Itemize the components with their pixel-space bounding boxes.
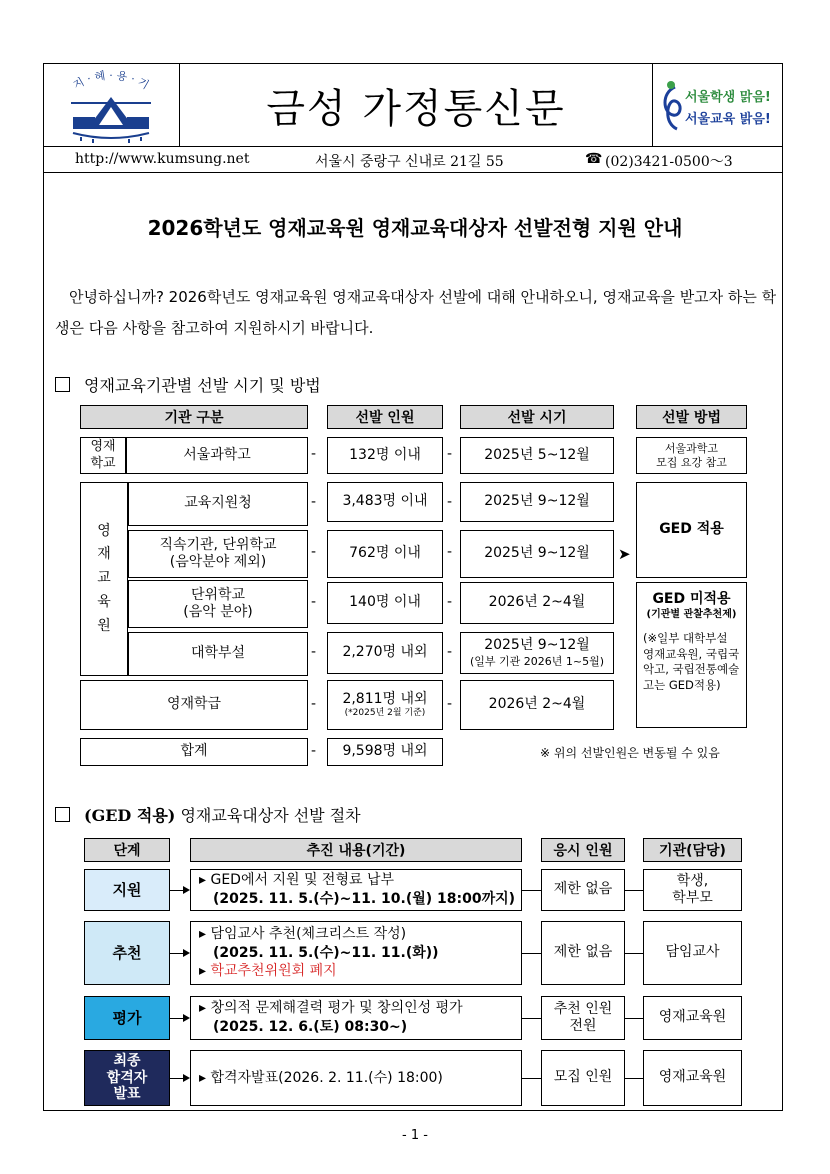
step-evaluate-count: 추천 인원 전원 bbox=[541, 996, 625, 1040]
step-apply-line1: GED에서 지원 및 전형료 납부 bbox=[210, 872, 394, 889]
arrow-icon: ➤ bbox=[618, 545, 631, 563]
direct-period: 2025년 9~12월 bbox=[460, 530, 614, 578]
dash: - bbox=[311, 544, 317, 560]
section1-heading: 영재교육기관별 선발 시기 및 방법 bbox=[55, 373, 321, 396]
school-address: 서울시 중랑구 신내로 21길 55 bbox=[315, 154, 504, 170]
univ-period-note: (일부 기관 2026년 1~5월) bbox=[469, 654, 605, 668]
connector-line bbox=[170, 1078, 184, 1079]
header-content: 추진 내용(기간) bbox=[190, 838, 522, 862]
ged-not-apply-method bbox=[636, 582, 747, 728]
univ-count: 2,270명 내외 bbox=[327, 632, 443, 674]
connector-line bbox=[522, 953, 541, 954]
connector-line bbox=[522, 1078, 541, 1079]
dash: - bbox=[311, 446, 317, 462]
school-emblem-icon bbox=[43, 63, 180, 147]
step-recommend-org: 담임교사 bbox=[643, 921, 742, 985]
header-method: 선발 방법 bbox=[636, 405, 747, 429]
slogan-icon bbox=[653, 63, 784, 147]
class-period: 2026년 2~4월 bbox=[460, 680, 614, 730]
edu-office: 교육지원청 bbox=[128, 482, 308, 526]
dash: - bbox=[311, 696, 317, 712]
step-recommend-line2: (2025. 11. 5.(수)~11. 11.(화)) bbox=[213, 944, 439, 961]
step-final-line1: 합격자발표(2026. 2. 11.(수) 18:00) bbox=[210, 1069, 443, 1086]
bullet-icon: ▸ bbox=[199, 1000, 207, 1017]
ged-not-apply: GED 미적용 bbox=[652, 591, 731, 607]
class-count: 2,811명 내외 bbox=[342, 690, 428, 707]
step-final-count: 모집 인원 bbox=[541, 1050, 625, 1106]
university-affiliated: 대학부설 bbox=[128, 632, 308, 676]
step-evaluate-content bbox=[190, 996, 522, 1040]
contact-row bbox=[43, 147, 783, 173]
header-count: 선발 인원 bbox=[327, 405, 443, 429]
newsletter-title: 금성 가정통신문 bbox=[266, 85, 566, 132]
class-count-cell bbox=[327, 680, 443, 730]
page-number: - 1 - bbox=[402, 1128, 428, 1143]
header-step: 단계 bbox=[84, 838, 170, 862]
connector-line bbox=[170, 953, 184, 954]
step-evaluate-line2: (2025. 12. 6.(토) 08:30~) bbox=[213, 1019, 408, 1035]
connector-line bbox=[625, 1078, 643, 1079]
website-link[interactable]: http://www.kumsung.net bbox=[75, 151, 250, 167]
step-recommend-line1: 담임교사 추천(체크리스트 작성) bbox=[210, 925, 407, 942]
class-count-note: (*2025년 2월 기준) bbox=[344, 708, 426, 719]
unit-school-music: 단위학교 (음악 분야) bbox=[128, 580, 308, 628]
checkbox-icon bbox=[55, 377, 70, 392]
unit-period: 2026년 2~4월 bbox=[460, 582, 614, 624]
arrow-right-icon bbox=[183, 1074, 190, 1082]
arrow-right-icon bbox=[183, 1014, 190, 1022]
bullet-icon: ▸ bbox=[199, 925, 207, 942]
header-period: 선발 시기 bbox=[460, 405, 614, 429]
step-apply-count: 제한 없음 bbox=[541, 869, 625, 911]
step-final: 최종 합격자 발표 bbox=[84, 1050, 170, 1106]
dash: - bbox=[311, 494, 317, 510]
header-institution: 기관 구분 bbox=[80, 405, 308, 429]
step-apply: 지원 bbox=[84, 869, 170, 911]
connector-line bbox=[625, 1018, 643, 1019]
connector-line bbox=[625, 890, 643, 891]
dash: - bbox=[311, 594, 317, 610]
checkbox-icon bbox=[55, 807, 70, 822]
step-final-content bbox=[190, 1050, 522, 1106]
slogan-line-2: 서울교육 밝음! bbox=[685, 112, 771, 127]
section2-heading: (GED 적용) 영재교육대상자 선발 절차 bbox=[55, 803, 361, 826]
ged-apply-method: GED 적용 bbox=[636, 482, 747, 578]
step-recommend-content bbox=[190, 921, 522, 985]
arrow-right-icon bbox=[183, 886, 190, 894]
seoul-science-period: 2025년 5~12월 bbox=[460, 437, 614, 474]
dash: - bbox=[447, 446, 453, 462]
gifted-center-group: 영 재 교 육 원 bbox=[80, 482, 128, 676]
edu-office-count: 3,483명 이내 bbox=[327, 482, 443, 522]
seoul-science-hs: 서울과학고 bbox=[126, 437, 308, 474]
gifted-school-group: 영재 학교 bbox=[80, 437, 126, 474]
dash: - bbox=[447, 494, 453, 510]
total-label: 합계 bbox=[80, 738, 308, 766]
dash: - bbox=[311, 644, 317, 660]
univ-period: 2025년 9~12월 bbox=[484, 637, 590, 654]
dash: - bbox=[447, 696, 453, 712]
connector-line bbox=[170, 890, 184, 891]
footnote: ※ 위의 선발인원은 변동될 수 있음 bbox=[540, 746, 720, 760]
dash: - bbox=[447, 644, 453, 660]
dash: - bbox=[447, 594, 453, 610]
bullet-icon: ▸ bbox=[199, 872, 207, 889]
slogan-line-1: 서울학생 맑음! bbox=[685, 90, 771, 105]
step-recommend: 추천 bbox=[84, 921, 170, 985]
connector-line bbox=[522, 890, 541, 891]
step-apply-org: 학생, 학부모 bbox=[643, 869, 742, 911]
dash: - bbox=[447, 544, 453, 560]
unit-count: 140명 이내 bbox=[327, 582, 443, 624]
connector-line bbox=[170, 1018, 184, 1019]
bullet-icon: ▸ bbox=[199, 1069, 207, 1086]
univ-period-cell bbox=[460, 632, 614, 674]
phone-icon: ☎ bbox=[585, 151, 603, 167]
step-evaluate-org: 영재교육원 bbox=[643, 996, 742, 1040]
bullet-icon: ▸ bbox=[199, 963, 207, 980]
total-count: 9,598명 내외 bbox=[327, 738, 443, 766]
edu-office-period: 2025년 9~12월 bbox=[460, 482, 614, 522]
step-apply-content bbox=[190, 869, 522, 911]
step-evaluate-line1: 창의적 문제해결력 평가 및 창의인성 평가 bbox=[210, 1000, 463, 1017]
direct-count: 762명 이내 bbox=[327, 530, 443, 578]
seoul-science-method: 서울과학고 모집 요강 참고 bbox=[636, 437, 747, 474]
step-apply-line2: (2025. 11. 5.(수)~11. 10.(월) 18:00까지) bbox=[213, 891, 516, 907]
dash: - bbox=[311, 743, 317, 759]
step-final-org: 영재교육원 bbox=[643, 1050, 742, 1106]
step-evaluate: 평가 bbox=[84, 996, 170, 1040]
step-recommend-count: 제한 없음 bbox=[541, 921, 625, 985]
step-recommend-line3: 학교추천위원회 폐지 bbox=[210, 963, 337, 980]
logo-motto: 지 · 혜 · 용 · 기 bbox=[70, 69, 152, 92]
phone-number: (02)3421-0500～3 bbox=[605, 154, 733, 170]
main-title: 2026학년도 영재교육원 영재교육대상자 선발전형 지원 안내 bbox=[147, 216, 683, 240]
header-applicants: 응시 인원 bbox=[541, 838, 625, 862]
direct-institution: 직속기관, 단위학교 (음악분야 제외) bbox=[128, 530, 308, 578]
ged-note: (※일부 대학부설 영재교육원, 국립국악고, 국립전통예술고는 GED적용) bbox=[643, 631, 740, 692]
header-org: 기관(담당) bbox=[643, 838, 742, 862]
gifted-class: 영재학급 bbox=[80, 680, 308, 730]
slogan-logo bbox=[652, 63, 783, 147]
school-logo bbox=[43, 63, 180, 147]
connector-line bbox=[522, 1018, 541, 1019]
seoul-science-count: 132명 이내 bbox=[327, 437, 443, 474]
arrow-right-icon bbox=[183, 949, 190, 957]
ged-not-apply-sub: (기관별 관찰추천제) bbox=[646, 608, 737, 620]
intro-paragraph: 안녕하십니까? 2026학년도 영재교육원 영재교육대상자 선발에 대해 안내하오니, 영재교육을 받고자 하는 학생은 다음 사항을 참고하여 지원하시기 바랍니다. bbox=[55, 288, 777, 337]
connector-line bbox=[625, 953, 643, 954]
